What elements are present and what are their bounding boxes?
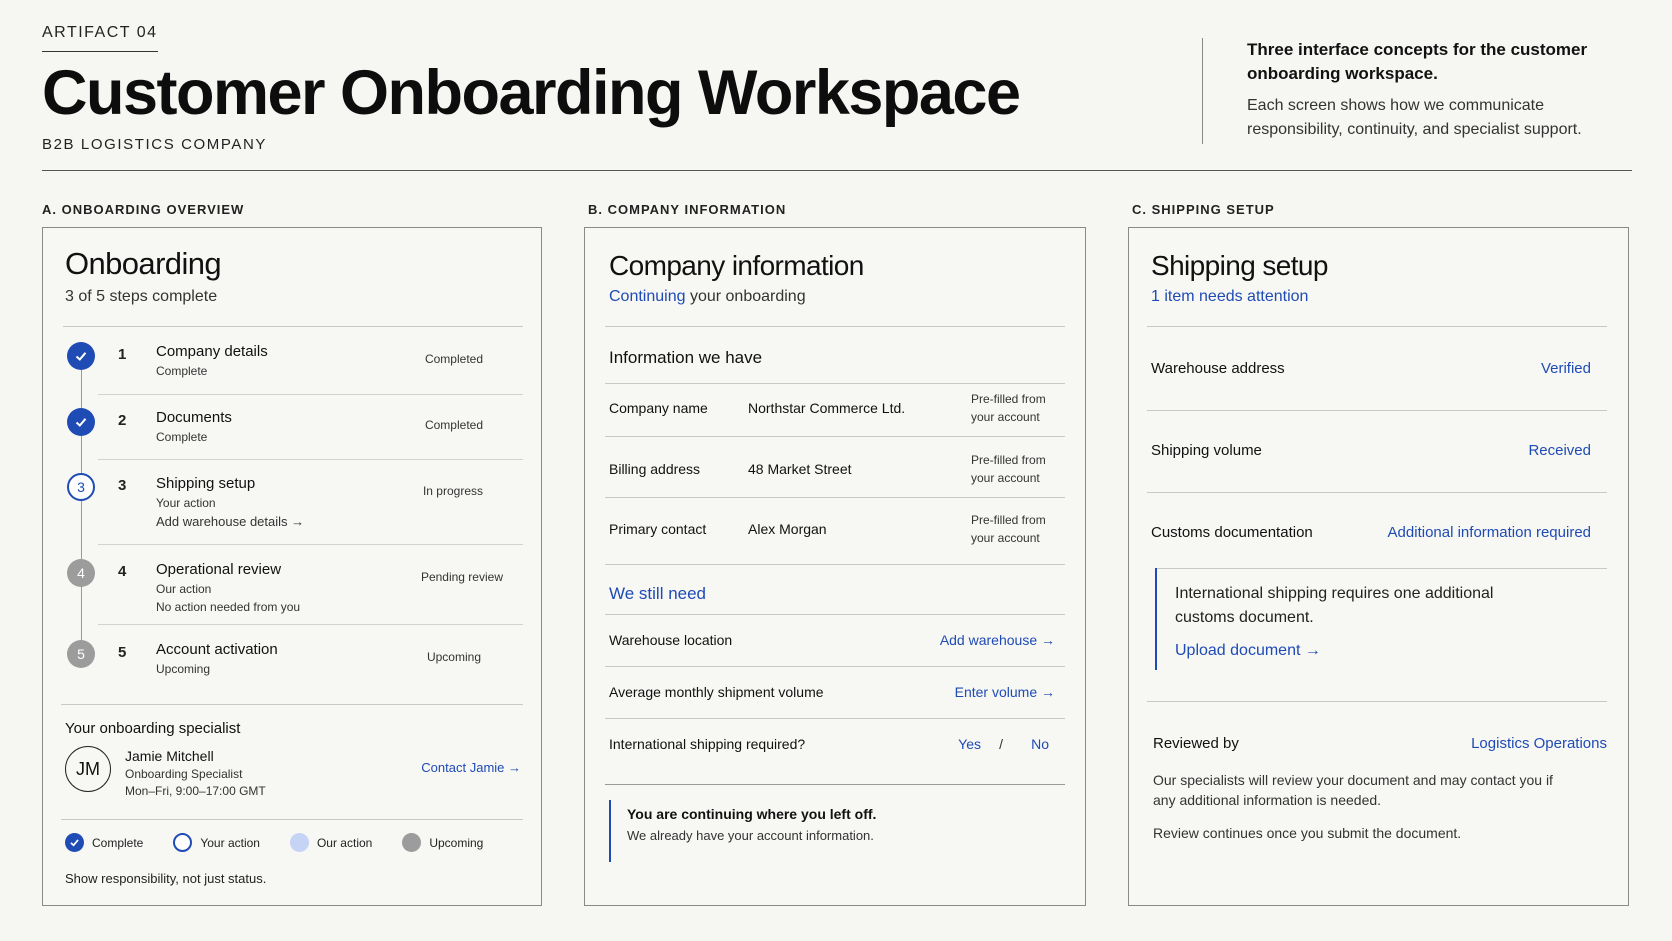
legend-label: Complete: [92, 835, 144, 850]
divider: [1147, 410, 1607, 411]
step-name: Account activation: [156, 641, 278, 658]
row-value: Alex Morgan: [748, 521, 827, 537]
shipping-setup-panel: [1128, 227, 1629, 906]
divider: [61, 819, 523, 820]
check-icon: [65, 833, 84, 852]
onboarding-overview-panel: [42, 227, 542, 906]
step-detail-link[interactable]: Add warehouse details →: [156, 514, 305, 529]
legend-label: Your action: [200, 835, 260, 850]
row-source: Pre-filled from your account: [971, 453, 1046, 485]
divider: [605, 614, 1065, 615]
reviewing-team: Logistics Operations: [1471, 735, 1607, 752]
column-label-c: C. SHIPPING SETUP: [1132, 202, 1275, 217]
step-marker-upcoming: 5: [67, 640, 95, 668]
column-label-a: A. ONBOARDING OVERVIEW: [42, 202, 245, 217]
divider: [605, 326, 1065, 327]
enter-volume-link[interactable]: Enter volume →: [954, 684, 1055, 700]
step-owner: Our action: [156, 582, 212, 596]
continuing-label: Continuing: [609, 288, 686, 305]
step-marker-in-progress: 3: [67, 473, 95, 501]
customs-callout: [1155, 568, 1595, 670]
check-icon: [67, 342, 95, 370]
subtitle-rest: your onboarding: [685, 288, 806, 305]
row-value: 48 Market Street: [748, 461, 852, 477]
company-information-panel: [584, 227, 1086, 906]
row-label: Company name: [609, 400, 708, 416]
step-shipping-setup[interactable]: [43, 464, 503, 544]
need-row-warehouse: [605, 632, 1065, 656]
row-source: Pre-filled from your account: [971, 513, 1046, 545]
need-row-international: [605, 736, 1065, 760]
upload-document-link[interactable]: Upload document →: [1175, 642, 1321, 659]
legend-our-action: [290, 833, 372, 852]
step-operational-review[interactable]: [43, 550, 503, 630]
divider: [605, 497, 1065, 498]
divider: [605, 718, 1065, 719]
step-meta: Upcoming: [156, 662, 211, 676]
continuing-note: [609, 800, 1049, 862]
reviewed-by-row: [1153, 735, 1607, 753]
column-label-b: B. COMPANY INFORMATION: [588, 202, 787, 217]
divider: [605, 666, 1065, 667]
intro-block: [1202, 38, 1632, 144]
company-info-subtitle: [609, 288, 864, 306]
intro-body: Each screen shows how we communicate responsibility, continuity, and specialist support.: [1247, 96, 1582, 138]
callout-text: International shipping requires one additional customs document.: [1175, 585, 1494, 626]
specialist-name: Jamie Mitchell: [125, 748, 214, 764]
row-label: Billing address: [609, 461, 701, 477]
review-continue-note: Review continues once you submit the document.: [1153, 825, 1462, 841]
step-name: Shipping setup: [156, 475, 256, 492]
company-type: B2B LOGISTICS COMPANY: [42, 136, 268, 154]
step-number: 5: [118, 644, 127, 661]
have-heading: Information we have: [609, 348, 763, 367]
divider: [1147, 701, 1607, 702]
reviewed-label: Reviewed by: [1153, 735, 1239, 752]
step-documents[interactable]: [43, 398, 503, 462]
divider: [605, 564, 1065, 565]
step-divider: [98, 624, 523, 625]
yes-option[interactable]: Yes: [958, 736, 981, 752]
ring-icon: [173, 833, 192, 852]
artifact-label: ARTIFACT 04: [42, 24, 158, 52]
need-row-volume: [605, 684, 1065, 708]
need-label: Warehouse location: [609, 632, 733, 648]
divider: [61, 704, 523, 705]
step-divider: [98, 544, 523, 545]
page-header: [42, 24, 1632, 174]
step-number: 2: [118, 412, 127, 429]
step-status: Completed: [424, 352, 483, 366]
option-separator: /: [999, 736, 1003, 752]
status-legend: [65, 833, 513, 852]
row-value: Northstar Commerce Ltd.: [748, 400, 906, 416]
specialist-hours: Mon–Fri, 9:00–17:00 GMT: [125, 784, 266, 798]
row-status: Additional information required: [1387, 524, 1591, 541]
review-note: Our specialists will review your document and may contact you if any additional information is needed.: [1153, 772, 1553, 809]
step-name: Operational review: [156, 561, 282, 578]
step-company-details[interactable]: [43, 332, 503, 396]
specialist-role: Onboarding Specialist: [125, 767, 243, 781]
step-divider: [98, 459, 523, 460]
footnote: Show responsibility, not just status.: [65, 871, 267, 886]
page-title: Customer Onboarding Workspace: [42, 58, 1020, 128]
company-info-title: Company information: [609, 250, 864, 281]
need-label: Average monthly shipment volume: [609, 684, 824, 700]
header-divider: [42, 170, 1632, 171]
legend-your-action: [173, 833, 260, 852]
divider: [63, 326, 523, 327]
light-dot-icon: [290, 833, 309, 852]
divider: [605, 383, 1065, 384]
step-marker-pending: 4: [67, 559, 95, 587]
divider: [1147, 326, 1607, 327]
step-status: In progress: [422, 484, 483, 498]
step-name: Documents: [156, 409, 232, 426]
attention-count: 1 item needs attention: [1151, 288, 1309, 305]
row-status: Received: [1528, 442, 1591, 459]
contact-specialist-link[interactable]: Contact Jamie →: [421, 760, 521, 775]
onboarding-title: Onboarding: [65, 246, 222, 281]
row-label: Primary contact: [609, 521, 707, 537]
info-row-billing-address: [605, 453, 1065, 501]
step-divider: [98, 394, 523, 395]
need-heading: We still need: [609, 584, 707, 603]
no-option[interactable]: No: [1031, 736, 1049, 752]
onboarding-progress: 3 of 5 steps complete: [65, 288, 218, 305]
note-title: You are continuing where you left off.: [627, 806, 877, 822]
step-status: Upcoming: [426, 650, 481, 664]
divider: [605, 436, 1065, 437]
avatar: JM: [65, 746, 111, 792]
legend-label: Upcoming: [429, 835, 484, 850]
step-status: Completed: [424, 418, 483, 432]
row-label: Shipping volume: [1151, 442, 1262, 459]
legend-label: Our action: [316, 835, 373, 850]
step-owner: Your action: [156, 496, 216, 510]
gray-dot-icon: [402, 833, 421, 852]
row-label: Warehouse address: [1151, 360, 1285, 377]
step-account-activation[interactable]: [43, 630, 503, 694]
specialist-card: [65, 720, 521, 820]
step-status: Pending review: [420, 570, 503, 584]
legend-complete: [65, 833, 143, 852]
specialist-heading: Your onboarding specialist: [65, 720, 241, 737]
check-icon: [67, 408, 95, 436]
divider: [605, 784, 1065, 785]
step-name: Company details: [156, 343, 268, 360]
info-row-primary-contact: [605, 513, 1065, 561]
step-number: 1: [118, 346, 127, 363]
need-label: International shipping required?: [609, 736, 806, 752]
row-source: Pre-filled from your account: [971, 392, 1046, 424]
step-number: 4: [118, 563, 127, 580]
info-row-company-name: [605, 392, 1065, 440]
legend-upcoming: [402, 833, 483, 852]
row-label: Customs documentation: [1151, 524, 1313, 541]
intro-heading: Three interface concepts for the customer onboarding workspace.: [1247, 40, 1588, 83]
step-meta: Complete: [156, 364, 208, 378]
divider: [1147, 492, 1607, 493]
row-status: Verified: [1540, 360, 1591, 377]
step-number: 3: [118, 477, 127, 494]
step-detail: No action needed from you: [156, 600, 301, 614]
note-body: We already have your account information.: [627, 828, 874, 843]
add-warehouse-link[interactable]: Add warehouse →: [939, 632, 1055, 648]
step-meta: Complete: [156, 430, 208, 444]
shipping-title: Shipping setup: [1151, 250, 1328, 281]
